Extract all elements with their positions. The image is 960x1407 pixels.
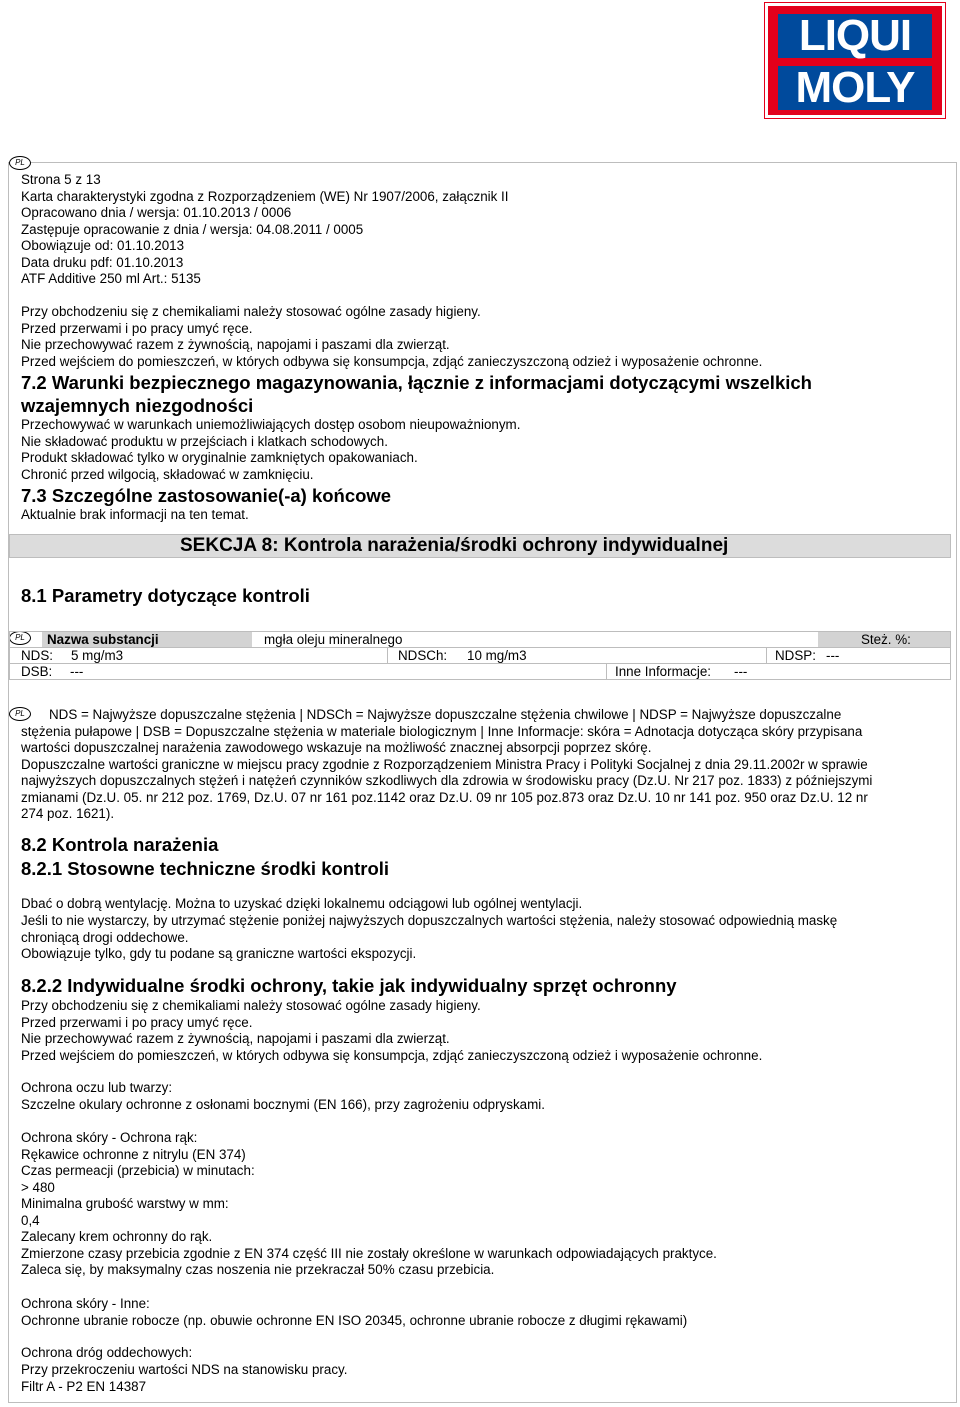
respiratory-line: Przy przekroczeniu wartości NDS na stanowisku pracy. (21, 1362, 348, 1377)
hand-protection-label: Ochrona skóry - Ochrona rąk: (21, 1130, 198, 1145)
eye-protection-label: Ochrona oczu lub twarzy: (21, 1080, 173, 1095)
legend-line: stężenia pułapowe | DSB = Dopuszczalne stężenia w materiale biologicznym | Inne Informacje: skóra = Adnotacja dotycząca skóry przypisana (21, 723, 863, 739)
ventilation-line: Dbać o dobrą wentylację. Można to uzyskać dzięki lokalnemu odciągowi lub ogólnej wentylacji. (21, 896, 583, 911)
hand-protection-line: Zalecany krem ochronny do rąk. (21, 1229, 213, 1244)
doc-print-date: Data druku pdf: 01.10.2013 (21, 254, 184, 270)
other-info-label: Inne Informacje: (615, 664, 712, 679)
dsb-row (9, 663, 951, 680)
storage-line: Przechowywać w warunkach uniemożliwiających dostęp osobom nieupoważnionym. (21, 417, 521, 432)
hand-protection-line: Czas permeacji (przebicia) w minutach: (21, 1163, 255, 1178)
product-name: ATF Additive 250 ml Art.: 5135 (21, 271, 201, 286)
eye-protection-text: Szczelne okulary ochronne z osłonami bocznymi (EN 166), przy zagrożeniu odpryskami. (21, 1097, 545, 1112)
hand-protection-line: Zmierzone czasy przebicia zgodnie z EN 374 część III nie zostały określone w warunkach odpowiadających praktyce. (21, 1245, 717, 1261)
section-8-title: SEKCJA 8: Kontrola narażenia/środki ochrony indywidualnej (180, 535, 729, 556)
respiratory-line: Filtr A - P2 EN 14387 (21, 1378, 147, 1394)
page-number: Strona 5 z 13 (21, 172, 101, 187)
section-7-3-text: Aktualnie brak informacji na ten temat. (21, 507, 249, 522)
doc-replaces: Zastępuje opracowanie z dnia / wersja: 04.08.2011 / 0005 (21, 221, 364, 237)
storage-line: Chronić przed wilgocią, składować w zamknięciu. (21, 466, 314, 482)
storage-line: Produkt składować tylko w oryginalnie zamkniętych opakowaniach. (21, 450, 418, 465)
substance-name-value: mgła oleju mineralnego (264, 632, 403, 647)
substance-row (9, 631, 951, 648)
section-8-header (9, 534, 951, 558)
ndsp-label: NDSP: (775, 648, 816, 663)
dsb-value: --- (70, 664, 84, 679)
dsb-label: DSB: (21, 664, 53, 679)
hand-protection-line: > 480 (21, 1179, 55, 1195)
section-7-3-title: 7.3 Szczególne zastosowanie(-a) końcowe (21, 485, 392, 506)
section-8-2-title: 8.2 Kontrola narażenia (21, 834, 219, 855)
substance-name-label: Nazwa substancji (47, 632, 159, 647)
language-badge: PL (9, 707, 31, 721)
concentration-label: Steż. %: (861, 632, 911, 647)
doc-version: Opracowano dnia / wersja: 01.10.2013 / 0006 (21, 205, 292, 220)
section-8-1-title: 8.1 Parametry dotyczące kontroli (21, 585, 310, 606)
hand-protection-line: 0,4 (21, 1212, 40, 1228)
legend-line: zmianami (Dz.U. 05. nr 212 poz. 1769, Dz.U. 07 nr 161 poz.1142 oraz Dz.U. 09 nr 105 poz.873 oraz Dz.U. 10 nr 141 poz. 950 oraz Dz.U. 12 nr (21, 789, 868, 805)
ndsch-value: 10 mg/m3 (467, 648, 527, 663)
section-7-2-title: 7.2 Warunki bezpiecznego magazynowania, łącznie z informacjami dotyczącymi wszelkich (21, 372, 812, 393)
hygiene-line: Nie przechowywać razem z żywnością, napojami i paszami dla zwierząt. (21, 337, 450, 352)
liqui-moly-logo (765, 3, 945, 118)
hand-protection-line: Zaleca się, by maksymalny czas noszenia nie przekraczał 50% czasu przebicia. (21, 1262, 495, 1277)
ventilation-line: Obowiązuje tylko, gdy tu podane są graniczne wartości ekspozycji. (21, 946, 417, 961)
legend-line: najwyższych dopuszczalnych stężeń i natężeń czynników szkodliwych dla zdrowia w środowisku pracy (Dz.U. Nr 217 poz. 1833) z późniejszymi (21, 773, 873, 788)
limits-row (9, 647, 951, 664)
language-badge: PL (9, 156, 31, 170)
ndsch-label: NDSCh: (398, 648, 448, 663)
legend-line: wartości dopuszczalnej narażenia zawodowego wskazuje na możliwość znacznej absorpcji poprzez skórę. (21, 740, 652, 755)
hygiene-line: Przed wejściem do pomieszczeń, w których odbywa się konsumpcja, zdjąć zanieczyszczoną odzież i wyposażenie ochronne. (21, 353, 763, 369)
other-info-value: --- (734, 664, 748, 679)
legend-line: 274 poz. 1621). (21, 806, 115, 821)
hand-protection-line: Rękawice ochronne z nitrylu (EN 374) (21, 1146, 246, 1162)
respiratory-label: Ochrona dróg oddechowych: (21, 1345, 193, 1360)
nds-label: NDS: (21, 648, 53, 663)
ppe-line: Przed przerwami i po pracy umyć ręce. (21, 1014, 253, 1030)
legend-line: NDS = Najwyższe dopuszczalne stężenia | NDSCh = Najwyższe dopuszczalne stężenia chwilowe | NDSP = Najwyższe dopuszczalne (49, 707, 842, 722)
ventilation-line: chroniącą drogi oddechowe. (21, 929, 189, 945)
ppe-line: Przy obchodzeniu się z chemikaliami należy stosować ogólne zasady higieny. (21, 998, 481, 1013)
hand-protection-line: Minimalna grubość warstwy w mm: (21, 1196, 229, 1211)
doc-title: Karta charakterystyki zgodna z Rozporządzeniem (WE) Nr 1907/2006, załącznik II (21, 188, 509, 204)
ndsp-value: --- (826, 648, 840, 663)
hygiene-line: Przed przerwami i po pracy umyć ręce. (21, 320, 253, 336)
ppe-line: Przed wejściem do pomieszczeń, w których odbywa się konsumpcja, zdjąć zanieczyszczoną odzież i wyposażenie ochronne. (21, 1047, 763, 1063)
doc-valid-from: Obowiązuje od: 01.10.2013 (21, 238, 185, 253)
ppe-line: Nie przechowywać razem z żywnością, napojami i paszami dla zwierząt. (21, 1031, 450, 1046)
section-8-2-1-title: 8.2.1 Stosowne techniczne środki kontroli (21, 858, 390, 879)
legend-line: Dopuszczalne wartości graniczne w miejscu pracy zgodnie z Rozporządzeniem Ministra Pracy i Polityki Socjalnej z dnia 29.11.2002r w sprawie (21, 756, 868, 772)
section-8-2-2-title: 8.2.2 Indywidualne środki ochrony, takie jak indywidualny sprzęt ochronny (21, 975, 677, 996)
skin-protection-text: Ochronne ubranie robocze (np. obuwie ochronne EN ISO 20345, ochronne ubranie robocze z długimi rękawami) (21, 1312, 688, 1328)
logo-text-bottom: MOLY (778, 66, 932, 110)
language-badge: PL (9, 631, 31, 645)
hygiene-line: Przy obchodzeniu się z chemikaliami należy stosować ogólne zasady higieny. (21, 304, 481, 319)
ventilation-line: Jeśli to nie wystarczy, by utrzymać stężenie poniżej najwyższych dopuszczalnych wartości stężenia, należy stosować odpowiednią maskę (21, 913, 838, 928)
storage-line: Nie składować produktu w przejściach i klatkach schodowych. (21, 433, 388, 449)
section-7-2-title-cont: wzajemnych niezgodności (21, 395, 254, 416)
nds-value: 5 mg/m3 (71, 648, 124, 663)
skin-protection-label: Ochrona skóry - Inne: (21, 1296, 150, 1311)
logo-text-top: LIQUI (778, 14, 932, 58)
